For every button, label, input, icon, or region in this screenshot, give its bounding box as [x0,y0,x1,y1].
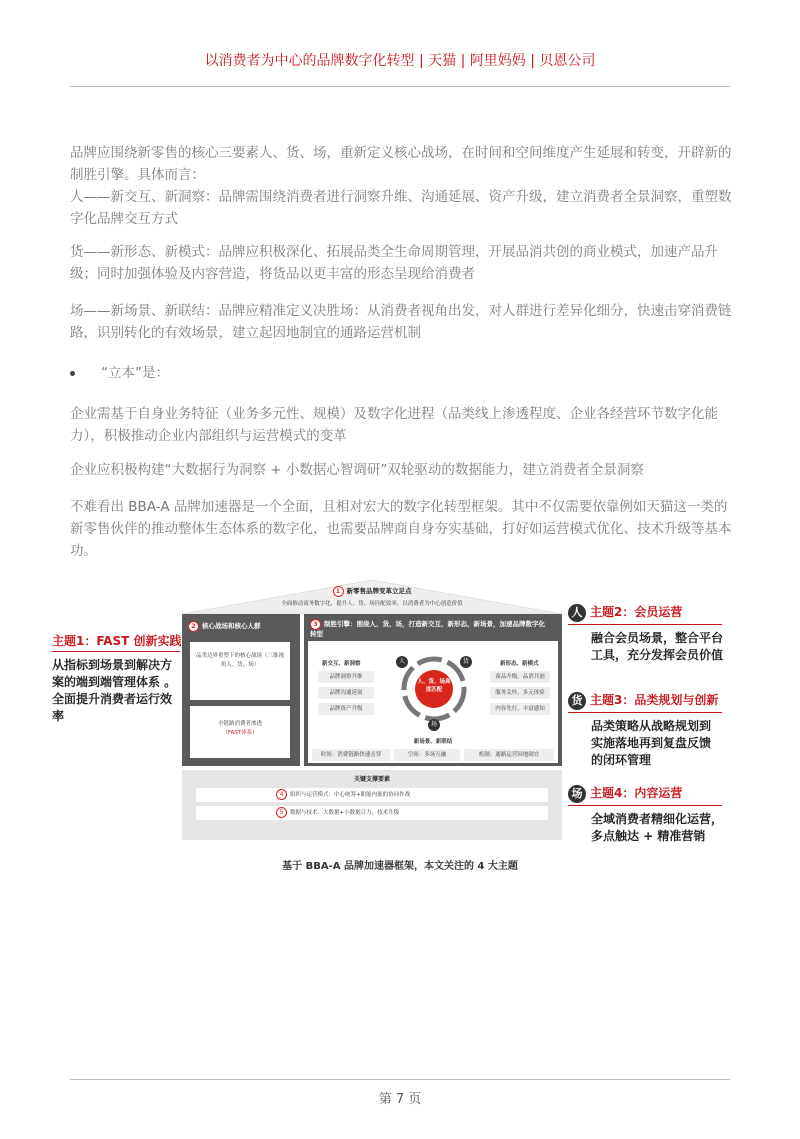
paragraph-huo: 货——新形态、新模式：品牌应积极深化、拓展品类全生命周期管理，开展品消共创的商业模式，加速产品升级；同时加强体验及内容营造，将货品以更丰富的形态呈现给消费者 [70,244,718,282]
theme4-underline [568,805,722,806]
theme4-title: 场 主题4：内容运营 [568,784,682,803]
bullet-dot [70,371,75,376]
ren-node: 人 [396,656,408,668]
huo-node: 货 [460,656,472,668]
growth-engine-panel [304,614,562,766]
chang-node: 场 [428,719,440,731]
paragraph-chang: 场——新场景、新联结：品牌应精准定义决胜场：从消费者视角出发，对人群进行差异化细分，快速击穿消费链路，识别转化的有效场景，建立起因地制宜的通路运营机制 [70,303,732,341]
page-number: 第 7 页 [378,1092,422,1107]
huo-item: 服务关怀，多元体验 [490,687,550,699]
theme1-underline [52,651,180,652]
theme3-underline [568,712,722,713]
theme1-title: 主题1：FAST 创新实践 [52,634,182,648]
theme1-text: 从指标到场景到解决方案的端到端管理体系 。全面提升消费者运行效率 [52,658,177,723]
footer-divider [70,1079,730,1080]
growth-engine-content [308,641,558,763]
ren-item: 品牌洞察升维 [318,671,374,683]
chang-item: 机制：通路运营因地制宜 [464,749,554,761]
paragraph-org: 企业需基于自身业务特征（业务多元性、规模）及数字化进程（品类线上渗透程度、企业各经营环节数字化能力），积极推动企业内部组织与运营模式的变革 [70,406,718,444]
core-battlefield-panel [182,614,300,766]
core-battlefield-box: 品类边界重塑下的核心战场（三维视角人、货、场） [190,642,290,700]
theme4-text: 全域消费者精细化运营，多点触达 + 精准营销 [591,812,724,843]
ren-title: 新交互、新洞察 [322,661,361,667]
paragraph-summary: 不难看出 BBA-A 品牌加速器是一个全面，且相对宏大的数字化转型框架。其中不仅需要依靠例如天猫这一类的新零售伙伴的推动整体生态体系的数字化，也需要品牌商自身夯实基础，打好如运营模式优化、技术升级等基本功。 [70,499,732,559]
huo-title: 新形态、新模式 [500,661,539,667]
theme3-text: 品类策略从战略规划到实施落地再到复盘反馈的闭环管理 [591,719,712,767]
theme3-title: 货 主题3：品类规划与创新 [568,691,718,710]
roof-subtitle: 全面推动商务数字化，提升人、货、场匹配效率，以消费者为中心创造价值 [281,601,463,607]
header-divider [70,86,730,87]
chang-title: 新场景、新联结 [413,739,453,745]
huo-item: 内容先行，丰富感知 [490,703,550,715]
theme2-title: 人 主题2：会员运营 [568,603,682,622]
roof-number: 1 [333,586,344,597]
chang-item: 空间：多场互融 [394,749,460,761]
ren-icon: 人 [568,604,586,622]
roof-title: 1 新零售品牌变革立足点 [182,586,562,597]
support-item: 5 数据与技术：大数据+小数据合力，技术升级 [196,806,548,820]
chang-item: 时间：消费链路快速击穿 [312,749,390,761]
core-battlefield-title: 2 核心战场和核心人群 [188,621,261,632]
paragraph-ren: 人——新交互、新洞察：品牌需围绕消费者进行洞察升维、沟通延展、资产升级，建立消费者全景洞察，重塑数字化品牌交互方式 [70,189,732,227]
chang-icon: 场 [568,785,586,803]
page-header-title: 以消费者为中心的品牌数字化转型 | 天猫 | 阿里妈妈 | 贝恩公司 [204,53,596,69]
huo-item: 商品升级，品消共创 [490,671,550,683]
theme2-text: 融合会员场景，整合平台工具，充分发挥会员价值 [591,631,724,662]
theme2-underline [568,624,722,625]
figure-caption: 基于 BBA-A 品牌加速器框架，本文关注的 4 大主题 [282,861,518,872]
growth-engine-title: 3 制胜引擎：围绕人、货、场，打造新交互、新形态、新场景，加速品牌数字化转型 [310,620,545,638]
bullet-text: “立本”是： [101,365,169,381]
support-item: 4 组织与运营模式：中心统筹+职能内嵌的协同作战 [196,788,548,802]
support-panel [182,770,562,840]
paragraph-intro: 品牌应围绕新零售的核心三要素人、货、场，重新定义核心战场，在时间和空间维度产生延展和转变，开辟新的制胜引擎。具体而言： [70,145,732,183]
bba-a-framework-figure [182,580,562,840]
fast-system-box: 全链路消费者渗透 （FAST体系） [190,706,290,758]
huo-icon: 货 [568,692,586,710]
paragraph-data: 企业应积极构建“大数据行为洞察 + 小数据心智调研”双轮驱动的数据能力，建立消费者全景洞察 [70,462,644,478]
bullet-liben [70,361,169,381]
support-title: 关键支撑要素 [353,776,390,783]
center-label: 人、货、场高度匹配 [417,679,451,693]
ren-item: 品牌沟通延展 [318,687,374,699]
ren-item: 品牌资产升级 [318,703,374,715]
